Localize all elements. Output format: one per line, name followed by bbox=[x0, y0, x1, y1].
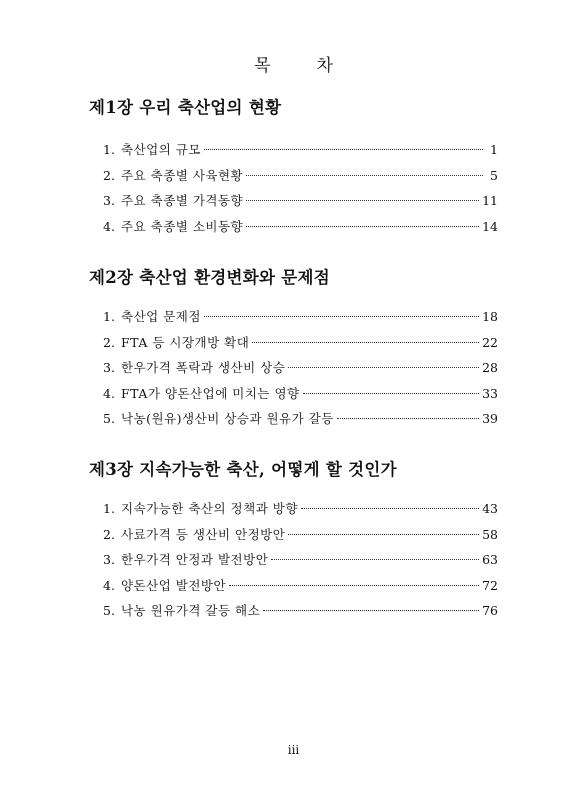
toc-entry[interactable] bbox=[103, 358, 498, 384]
dot-leader bbox=[204, 316, 479, 317]
toc-entry[interactable] bbox=[103, 499, 498, 525]
dot-leader bbox=[246, 175, 483, 176]
entry-number: 2. bbox=[103, 334, 115, 350]
dot-leader bbox=[271, 559, 479, 560]
toc-entry[interactable] bbox=[103, 576, 498, 602]
dot-leader bbox=[303, 393, 479, 394]
dot-leader bbox=[246, 200, 479, 201]
toc-entry[interactable] bbox=[103, 550, 498, 576]
entry-label: 주요 축종별 소비동향 bbox=[121, 218, 244, 234]
entry-label: 낙농 원유가격 갈등 해소 bbox=[121, 603, 261, 618]
chapter-3-heading: 제3장 지속가능한 축산, 어떻게 할 것인가 bbox=[89, 460, 397, 479]
entry-label: 양돈산업 발전방안 bbox=[121, 577, 227, 593]
title-right: 차 bbox=[316, 56, 333, 76]
entry-number: 2. bbox=[103, 526, 115, 542]
chapter-2-entries bbox=[103, 307, 498, 435]
entry-page: 1 bbox=[490, 142, 498, 157]
entry-page: 5 bbox=[490, 167, 498, 183]
page-title bbox=[0, 51, 587, 76]
toc-entry[interactable] bbox=[103, 333, 498, 359]
entry-label: FTA 등 시장개방 확대 bbox=[121, 334, 250, 350]
title-left: 목 bbox=[254, 56, 271, 76]
dot-leader bbox=[229, 585, 479, 586]
entry-page: 63 bbox=[482, 552, 498, 567]
entry-page: 76 bbox=[482, 603, 498, 618]
dot-leader bbox=[337, 418, 479, 419]
entry-label: 한우가격 안정과 발전방안 bbox=[121, 552, 269, 567]
chapter-1-entries bbox=[103, 140, 498, 242]
entry-label: 낙농(원유)생산비 상승과 원유가 갈등 bbox=[121, 411, 334, 426]
entry-label: 주요 축종별 가격동향 bbox=[121, 193, 244, 208]
toc-entry[interactable] bbox=[103, 307, 498, 333]
chapter-3-entries bbox=[103, 499, 498, 627]
entry-label: 지속가능한 축산의 정책과 방향 bbox=[121, 501, 298, 516]
dot-leader bbox=[252, 342, 479, 343]
dot-leader bbox=[263, 610, 479, 611]
entry-page: 33 bbox=[482, 385, 498, 401]
entry-number: 1. bbox=[103, 501, 115, 516]
entry-page: 22 bbox=[482, 334, 498, 350]
entry-page: 11 bbox=[482, 193, 498, 208]
dot-leader bbox=[301, 508, 479, 509]
entry-page: 28 bbox=[482, 360, 498, 375]
toc-entry[interactable] bbox=[103, 217, 498, 243]
entry-number: 1. bbox=[103, 142, 115, 157]
entry-label: 한우가격 폭락과 생산비 상승 bbox=[121, 360, 286, 375]
entry-page: 72 bbox=[482, 577, 498, 593]
toc-entry[interactable] bbox=[103, 191, 498, 217]
chapter-2-heading: 제2장 축산업 환경변화와 문제점 bbox=[89, 268, 331, 287]
entry-page: 39 bbox=[482, 411, 498, 426]
dot-leader bbox=[288, 367, 479, 368]
entry-number: 1. bbox=[103, 309, 115, 324]
entry-number: 4. bbox=[103, 218, 115, 234]
page-number: iii bbox=[287, 743, 300, 757]
toc-entry[interactable] bbox=[103, 409, 498, 435]
entry-label: 사료가격 등 생산비 안정방안 bbox=[121, 526, 286, 542]
entry-number: 3. bbox=[103, 552, 115, 567]
entry-number: 2. bbox=[103, 167, 115, 183]
entry-number: 5. bbox=[103, 603, 115, 618]
entry-page: 58 bbox=[482, 526, 498, 542]
entry-label: 축산업의 규모 bbox=[121, 142, 201, 157]
entry-number: 5. bbox=[103, 411, 115, 426]
entry-page: 14 bbox=[482, 218, 498, 234]
toc-entry[interactable] bbox=[103, 384, 498, 410]
toc-entry[interactable] bbox=[103, 140, 498, 166]
entry-page: 43 bbox=[482, 501, 498, 516]
dot-leader bbox=[204, 149, 483, 150]
chapter-1-heading: 제1장 우리 축산업의 현황 bbox=[89, 98, 282, 117]
entry-label: FTA가 양돈산업에 미치는 영향 bbox=[121, 385, 300, 401]
toc-entry[interactable] bbox=[103, 601, 498, 627]
entry-number: 4. bbox=[103, 577, 115, 593]
toc-entry[interactable] bbox=[103, 525, 498, 551]
entry-page: 18 bbox=[482, 309, 498, 324]
dot-leader bbox=[288, 534, 479, 535]
dot-leader bbox=[246, 226, 479, 227]
entry-number: 3. bbox=[103, 193, 115, 208]
entry-number: 3. bbox=[103, 360, 115, 375]
entry-label: 축산업 문제점 bbox=[121, 309, 201, 324]
toc-entry[interactable] bbox=[103, 166, 498, 192]
entry-number: 4. bbox=[103, 385, 115, 401]
entry-label: 주요 축종별 사육현황 bbox=[121, 167, 244, 183]
